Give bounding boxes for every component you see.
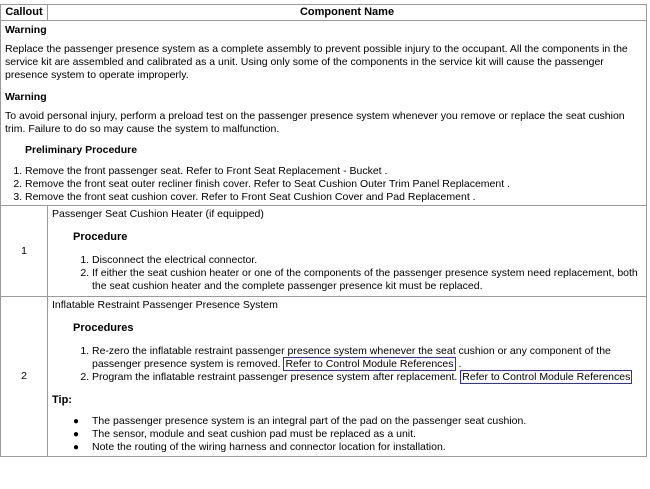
procedure-steps bbox=[52, 345, 643, 384]
list-item: ● The passenger presence system is an integral part of the pad on the passenger seat cushion. bbox=[73, 415, 643, 428]
procedure-title: Procedure bbox=[73, 231, 128, 243]
list-item: 3. Remove the front seat cushion cover. Refer to Front Seat Cushion Cover and Pad Replacement . bbox=[25, 191, 643, 204]
preliminary-procedure-title: Preliminary Procedure bbox=[25, 144, 138, 156]
component-name-header: Component Name bbox=[48, 5, 647, 21]
table-row bbox=[1, 297, 647, 457]
component-table bbox=[0, 4, 647, 457]
list-item: 2. If either the seat cushion heater or one of the components of the passenger presence system need replacement, both the seat cushion heater and the complete passenger presence kit must be replaced. bbox=[92, 267, 643, 293]
step-text: Re-zero the inflatable restraint passenger presence system whenever the seat cushion or any component of the passenger presence system is removed. bbox=[92, 345, 611, 370]
table-row bbox=[1, 206, 647, 297]
warning-text: Replace the passenger presence system as a complete assembly to prevent possible injury to the occupant. All the components in the service kit are assembled and calibrated as a unit. Using only some of the components in the service kit will cause the passenger presence system to operate improperly. bbox=[5, 43, 628, 81]
table-header-row bbox=[1, 5, 647, 21]
callout-number: 2 bbox=[1, 297, 48, 457]
callout-header: Callout bbox=[1, 5, 48, 21]
warning-title: Warning bbox=[5, 91, 47, 103]
list-item bbox=[92, 371, 643, 384]
procedure-steps bbox=[52, 254, 643, 293]
list-item: 2. Remove the front seat outer recliner finish cover. Refer to Seat Cushion Outer Trim Panel Replacement . bbox=[25, 178, 643, 191]
list-item: 1. Disconnect the electrical connector. bbox=[92, 254, 643, 267]
warning-title: Warning bbox=[5, 24, 47, 36]
list-item: 1. Remove the front passenger seat. Refer to Front Seat Replacement - Bucket . bbox=[25, 165, 643, 178]
list-item bbox=[92, 345, 643, 371]
step-tail: . bbox=[455, 358, 462, 370]
control-module-references-link[interactable]: Refer to Control Module References bbox=[462, 371, 631, 383]
procedure-title: Procedures bbox=[73, 322, 134, 334]
warning-text: To avoid personal injury, perform a preload test on the passenger presence system whenever you remove or replace the seat cushion trim. Failure to do so may cause the system to malfunction. bbox=[5, 110, 625, 135]
tip-title: Tip: bbox=[52, 394, 72, 406]
component-title: Inflatable Restraint Passenger Presence System bbox=[52, 299, 278, 311]
component-title: Passenger Seat Cushion Heater (if equipped) bbox=[52, 208, 264, 220]
tip-list bbox=[52, 415, 643, 454]
list-item: ● Note the routing of the wiring harness and connector location for installation. bbox=[73, 441, 643, 454]
callout-number: 1 bbox=[1, 206, 48, 297]
preliminary-steps bbox=[5, 165, 643, 204]
step-text: Program the inflatable restraint passenger presence system after replacement. bbox=[92, 371, 458, 383]
warnings-row bbox=[1, 21, 647, 206]
control-module-references-link[interactable]: Refer to Control Module References bbox=[285, 358, 454, 370]
list-item: ● The sensor, module and seat cushion pad must be replaced as a unit. bbox=[73, 428, 643, 441]
